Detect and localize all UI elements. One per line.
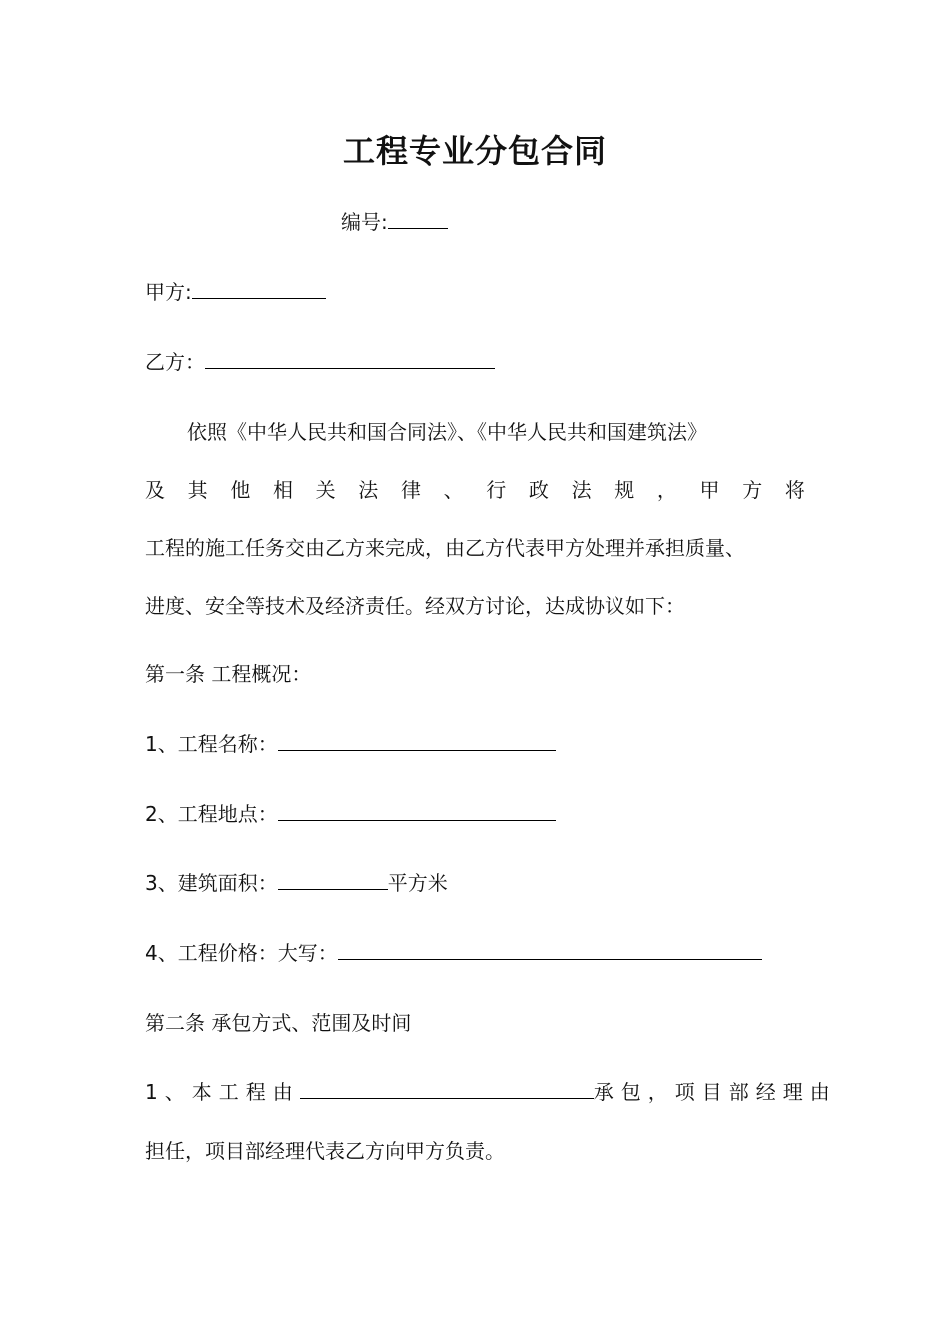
intro-char: 将 [784, 478, 805, 502]
intro-char: 行 [486, 478, 507, 502]
intro-char: 政 [528, 478, 549, 502]
intro-char: 他 [230, 478, 251, 502]
contractor-label: 1、本工程由 [145, 1080, 300, 1104]
project-price-label: 4、工程价格：大写： [145, 941, 338, 965]
project-price-blank [338, 939, 762, 960]
building-area-blank [278, 869, 388, 890]
intro-char: 、 [443, 478, 464, 502]
project-price-line [145, 939, 762, 967]
contractor-blank [300, 1078, 594, 1099]
party-b-blank [205, 348, 495, 369]
contractor-line [145, 1078, 837, 1106]
intro-line-3: 工程的施工任务交由乙方来完成，由乙方代表甲方处理并承担质量、 [145, 536, 745, 560]
intro-char: 其 [187, 478, 208, 502]
intro-char: 关 [315, 478, 336, 502]
party-b-line [145, 348, 495, 376]
intro-char: 法 [571, 478, 592, 502]
article-1-heading: 第一条 工程概况： [145, 662, 312, 686]
manager-label: 承包，项目部经理由 [593, 1080, 837, 1104]
building-area-label: 3、建筑面积： [145, 871, 278, 895]
intro-char: 律 [400, 478, 421, 502]
intro-line-4: 进度、安全等技术及经济责任。经双方讨论，达成协议如下： [145, 594, 685, 618]
intro-char: 法 [358, 478, 379, 502]
article-2-heading: 第二条 承包方式、范围及时间 [145, 1011, 412, 1035]
intro-char: 方 [742, 478, 763, 502]
intro-char: 及 [145, 478, 165, 502]
intro-line-2 [145, 476, 805, 504]
contract-number-line [341, 208, 448, 236]
party-a-label: 甲方: [145, 280, 192, 304]
project-location-blank [278, 800, 556, 821]
contract-number-blank [388, 208, 448, 229]
project-name-line [145, 730, 556, 758]
building-area-line [145, 869, 448, 897]
contract-number-label: 编号: [341, 210, 388, 234]
building-area-unit: 平方米 [387, 871, 448, 895]
project-location-line [145, 800, 556, 828]
intro-char: 规 [614, 478, 635, 502]
manager-responsibility-line: 担任，项目部经理代表乙方向甲方负责。 [145, 1139, 505, 1163]
intro-char: 甲 [699, 478, 720, 502]
intro-line-1: 依照《中华人民共和国合同法》、《中华人民共和国建筑法》 [187, 420, 707, 444]
project-location-label: 2、工程地点： [145, 802, 278, 826]
project-name-blank [278, 730, 556, 751]
document-title: 工程专业分包合同 [342, 132, 607, 170]
intro-char: ， [656, 478, 677, 502]
project-name-label: 1、工程名称： [145, 732, 278, 756]
intro-char: 相 [272, 478, 293, 502]
party-b-label: 乙方： [145, 350, 205, 374]
party-a-blank [192, 278, 326, 299]
party-a-line [145, 278, 326, 306]
